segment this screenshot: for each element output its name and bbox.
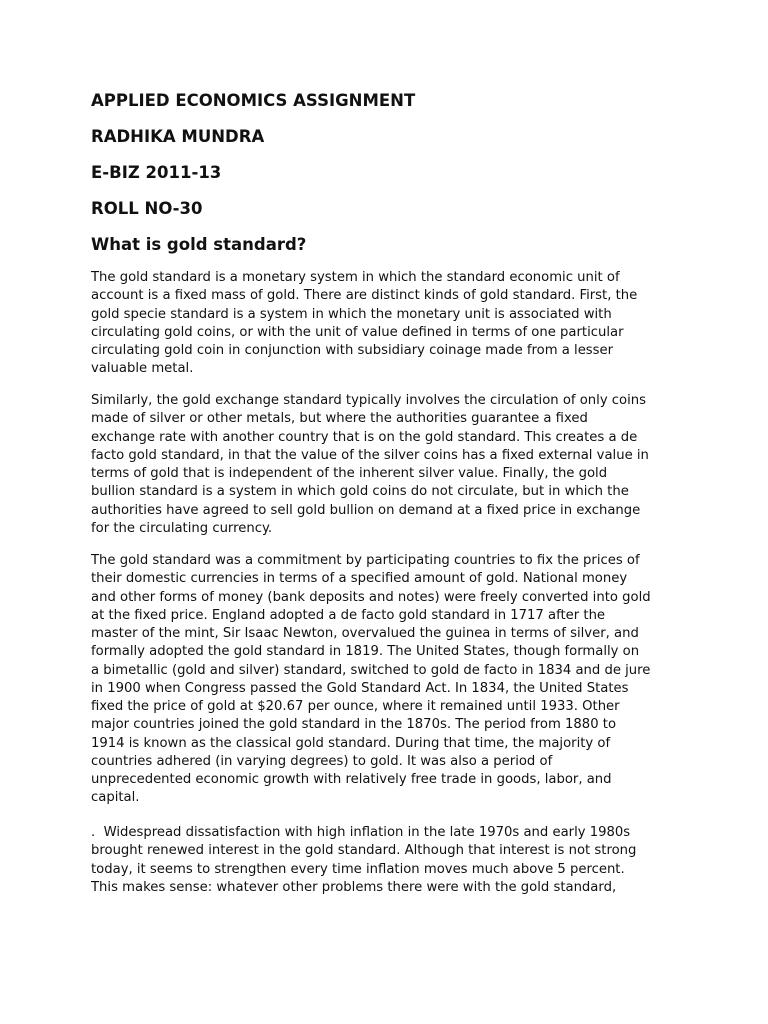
text-line: for the circulating currency.	[91, 520, 273, 536]
text-line: facto gold standard, in that the value of the silver coins has a fixed external value in	[91, 447, 649, 463]
text-line: today, it seems to strengthen every time inflation moves much above 5 percent.	[91, 861, 625, 877]
text-line: in 1900 when Congress passed the Gold Standard Act. In 1834, the United States	[91, 680, 629, 696]
text-line: countries adhered (in varying degrees) to gold. It was also a period of	[91, 753, 553, 769]
text-line: made of silver or other metals, but where the authorities guarantee a fixed	[91, 411, 588, 427]
roll-number: ROLL NO-30	[91, 199, 203, 218]
text-line: capital.	[91, 790, 140, 806]
assignment-title: APPLIED ECONOMICS ASSIGNMENT	[91, 91, 416, 110]
text-line: This makes sense: whatever other problems there were with the gold standard,	[91, 879, 617, 895]
text-line: a bimetallic (gold and silver) standard, switched to gold de facto in 1834 and de jure	[91, 662, 651, 678]
text-line: The gold standard was a commitment by participating countries to fix the prices of	[91, 553, 640, 568]
paragraph-4	[91, 824, 683, 897]
text-line: brought renewed interest in the gold standard. Although that interest is not strong	[91, 843, 637, 859]
paragraph-1	[91, 269, 683, 379]
text-line: exchange rate with another country that is on the gold standard. This creates a de	[91, 429, 638, 445]
text-line: . Widespread dissatisfaction with high inflation in the late 1970s and early 1980s	[91, 825, 631, 840]
text-line: their domestic currencies in terms of a specified amount of gold. National money	[91, 571, 628, 587]
text-line: Similarly, the gold exchange standard typically involves the circulation of only coins	[91, 393, 647, 408]
text-line: at the fixed price. England adopted a de facto gold standard in 1717 after the	[91, 607, 606, 623]
author-name: RADHIKA MUNDRA	[91, 127, 265, 146]
text-line: and other forms of money (bank deposits and notes) were freely converted into gold	[91, 589, 651, 605]
text-line: fixed the price of gold at $20.67 per ounce, where it remained until 1933. Other	[91, 699, 620, 714]
paragraph-3	[91, 552, 683, 808]
text-line: valuable metal.	[91, 361, 194, 377]
text-line: bullion standard is a system in which gold coins do not circulate, but in which the	[91, 484, 629, 500]
text-line: 1914 is known as the classical gold standard. During that time, the majority of	[91, 735, 611, 751]
text-line: The gold standard is a monetary system in which the standard economic unit of	[91, 270, 620, 285]
section-question: What is gold standard?	[91, 235, 307, 254]
paragraph-2	[91, 392, 683, 538]
text-line: formally adopted the gold standard in 1819. The United States, though formally on	[91, 644, 640, 660]
text-line: gold specie standard is a system in which the monetary unit is associated with	[91, 306, 612, 322]
text-line: authorities have agreed to sell gold bullion on demand at a fixed price in exchange	[91, 502, 641, 518]
text-line: master of the mint, Sir Isaac Newton, overvalued the guinea in terms of silver, and	[91, 626, 639, 641]
text-line: terms of gold that is independent of the inherent silver value. Finally, the gold	[91, 466, 608, 481]
text-line: major countries joined the gold standard in the 1870s. The period from 1880 to	[91, 717, 617, 733]
text-line: account is a fixed mass of gold. There are distinct kinds of gold standard. First, the	[91, 288, 638, 304]
text-line: circulating gold coin in conjunction with subsidiary coinage made from a lesser	[91, 343, 614, 358]
text-line: circulating gold coins, or with the unit of value defined in terms of one particular	[91, 324, 624, 340]
batch-label: E-BIZ 2011-13	[91, 163, 222, 182]
text-line: unprecedented economic growth with relatively free trade in goods, labor, and	[91, 772, 612, 787]
